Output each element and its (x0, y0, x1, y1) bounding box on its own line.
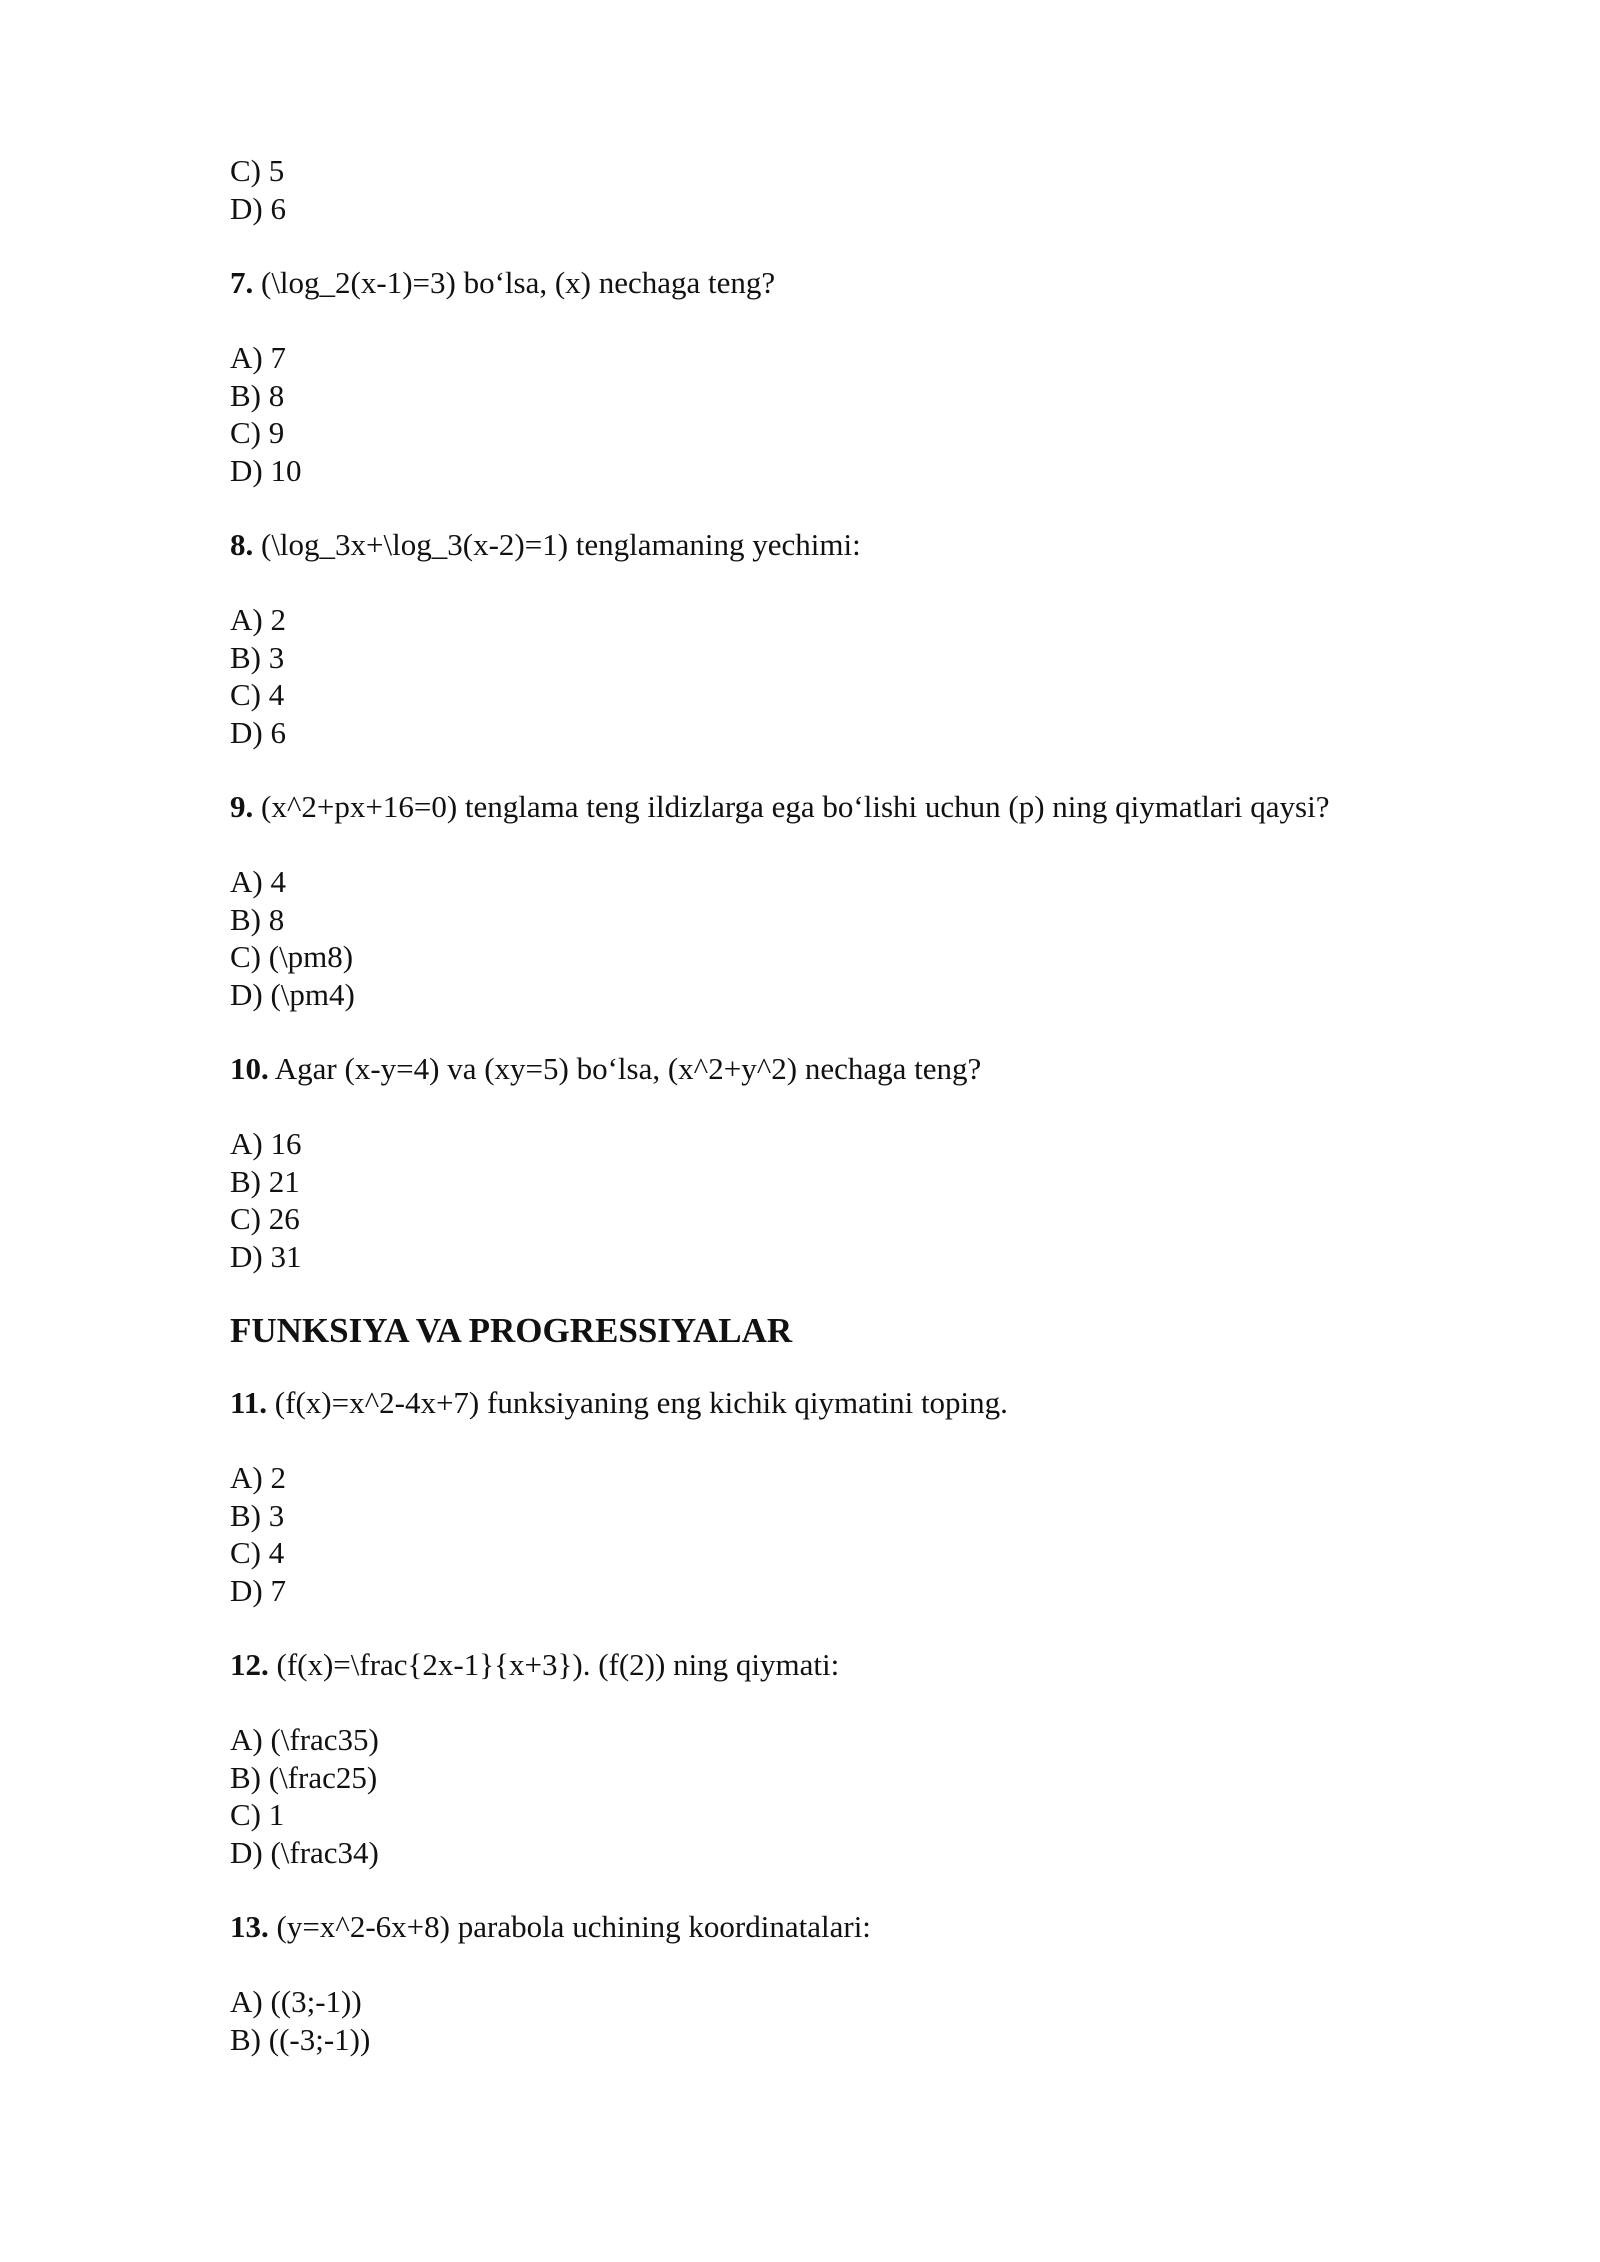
option-line: C) 5 (230, 153, 285, 188)
question-text: (y=x^2-6x+8) parabola uchining koordinatalari: (268, 1909, 871, 1944)
question-text-line (230, 1384, 1600, 1422)
question-10 (230, 1050, 1600, 1275)
option-line: C) 4 (230, 677, 285, 712)
question-number: 8. (230, 527, 254, 562)
question-text-line (230, 1050, 1600, 1088)
question-11 (230, 1384, 1600, 1609)
question-12 (230, 1646, 1600, 1871)
question-text-line (230, 1908, 1600, 1946)
option-line: D) 10 (230, 452, 302, 488)
options-list (230, 863, 1600, 1013)
section-heading: FUNKSIYA VA PROGRESSIYALAR (230, 1311, 793, 1350)
question-8 (230, 526, 1600, 751)
option-line: A) 4 (230, 864, 286, 899)
option-line: B) (\frac25) (230, 1759, 378, 1795)
question-text-line (230, 264, 1600, 302)
option-line: C) 1 (230, 1797, 285, 1832)
options-list (230, 601, 1600, 751)
question-text: Agar (x-y=4) va (xy=5) bo‘lsa, (x^2+y^2) nechaga teng? (268, 1051, 982, 1086)
option-line: D) 6 (230, 714, 286, 750)
question-text: (f(x)=x^2-4x+7) funksiyaning eng kichik qiymatini toping. (267, 1385, 1008, 1420)
option-line: A) 16 (230, 1126, 302, 1161)
option-line: B) ((-3;-1)) (230, 2021, 371, 2057)
option-line: C) 26 (230, 1201, 300, 1236)
question-7 (230, 264, 1600, 489)
question-text: (\log_3x+\log_3(x-2)=1) tenglamaning yechimi: (253, 527, 861, 562)
question-9 (230, 788, 1600, 1013)
option-line: A) 2 (230, 1460, 286, 1495)
question-number: 10. (230, 1051, 269, 1086)
leading-options (230, 152, 1600, 227)
option-line: A) 2 (230, 602, 286, 637)
options-list (230, 1983, 1600, 2058)
option-line: D) 7 (230, 1572, 286, 1608)
options-list (230, 339, 1600, 489)
option-line: C) 4 (230, 1535, 285, 1570)
option-line: B) 8 (230, 377, 285, 413)
option-line: D) (\pm4) (230, 976, 355, 1012)
option-line: B) 8 (230, 901, 285, 937)
question-text-line (230, 526, 1600, 564)
options-list (230, 1721, 1600, 1871)
question-number: 12. (230, 1647, 269, 1682)
option-line: B) 3 (230, 639, 285, 675)
question-number: 11. (230, 1385, 268, 1420)
question-text-line (230, 1646, 1600, 1684)
question-text: (x^2+px+16=0) tenglama teng ildizlarga ega bo‘lishi uchun (p) ning qiymatlari qaysi? (253, 789, 1330, 824)
question-number: 9. (230, 789, 254, 824)
option-line: B) 21 (230, 1163, 300, 1199)
question-number: 7. (230, 265, 254, 300)
question-text: (f(x)=\frac{2x-1}{x+3}). (f(2)) ning qiymati: (268, 1647, 840, 1682)
question-text: (\log_2(x-1)=3) bo‘lsa, (x) nechaga teng? (253, 265, 776, 300)
option-line: D) 31 (230, 1238, 302, 1274)
option-line: D) 6 (230, 190, 286, 226)
option-line: A) 7 (230, 340, 286, 375)
question-number: 13. (230, 1909, 269, 1944)
option-line: B) 3 (230, 1497, 285, 1533)
option-line: C) 9 (230, 415, 285, 450)
option-line: D) (\frac34) (230, 1834, 379, 1870)
question-text-line (230, 788, 1600, 826)
question-13 (230, 1908, 1600, 2058)
option-line: A) ((3;-1)) (230, 1984, 362, 2019)
option-line: C) (\pm8) (230, 939, 354, 974)
option-line: A) (\frac35) (230, 1722, 379, 1757)
options-list (230, 1459, 1600, 1609)
options-list (230, 1125, 1600, 1275)
